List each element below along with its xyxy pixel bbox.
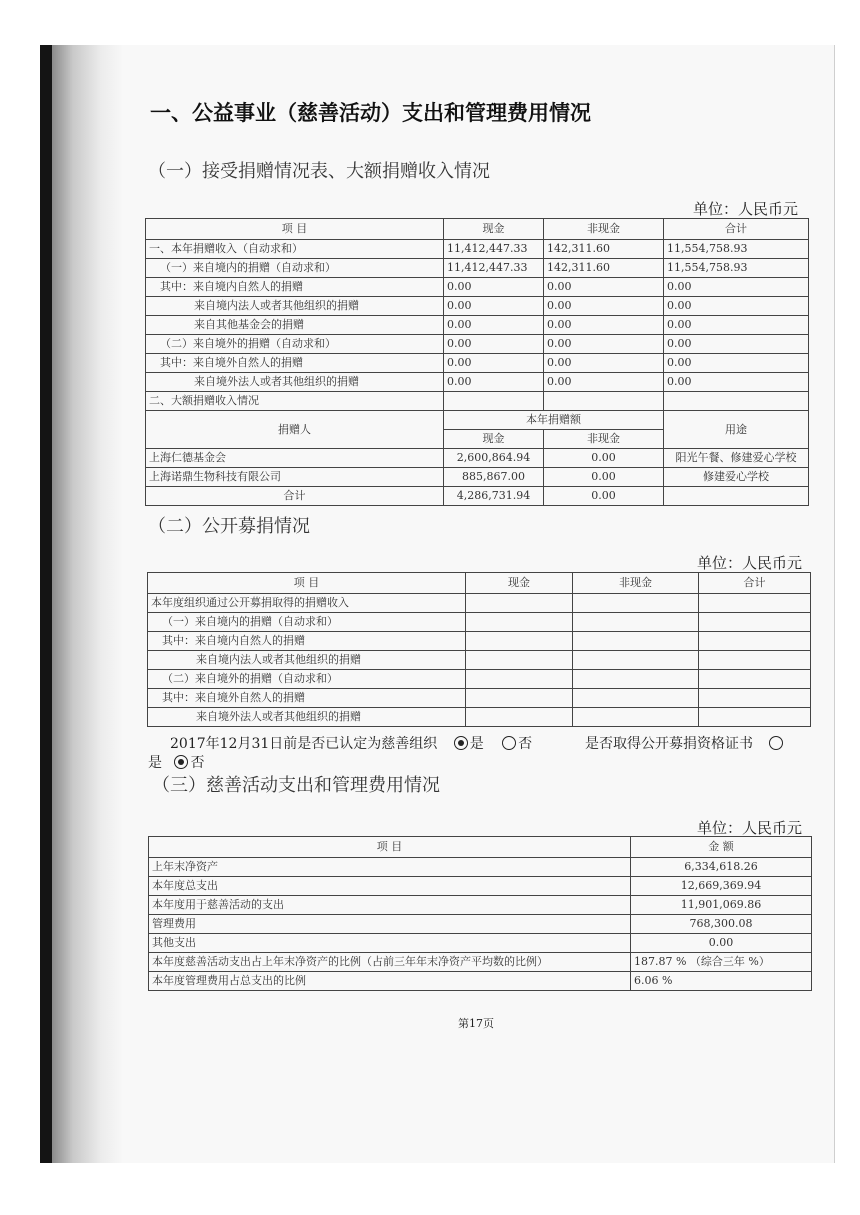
public-fundraising-table — [147, 572, 811, 727]
header-cash: 现金 — [444, 219, 544, 240]
table-row: 合计 4,286,731.94 0.00 — [146, 487, 809, 506]
charity-yes-label: 是 — [469, 736, 484, 752]
table-row: 二、大额捐赠收入情况 — [146, 392, 809, 411]
table-row: （二）来自境外的捐赠（自动求和） — [148, 670, 811, 689]
purpose-header: 用途 — [664, 411, 809, 449]
table-row: 管理费用 768,300.08 — [149, 915, 812, 934]
table-row: （一）来自境内的捐赠（自动求和） — [148, 613, 811, 632]
table-row: 上年末净资产 6,334,618.26 — [149, 858, 812, 877]
table-row: 来自其他基金会的捐赠 0.00 0.00 0.00 — [146, 316, 809, 335]
header-total: 合计 — [664, 219, 809, 240]
section1-title: （一）接受捐赠情况表、大额捐赠收入情况 — [148, 161, 490, 182]
charity-no-label: 否 — [518, 736, 533, 752]
table-row: 一、本年捐赠收入（自动求和） 11,412,447.33 142,311.60 11,554,758.93 — [146, 240, 809, 259]
book-binding-edge — [40, 45, 52, 1163]
header-total: 合计 — [699, 573, 811, 594]
certificate-yes-label: 是 — [148, 755, 162, 771]
table-row: 其中：来自境外自然人的捐赠 — [148, 689, 811, 708]
table-row: （二）来自境外的捐赠（自动求和） 0.00 0.00 0.00 — [146, 335, 809, 354]
certificate-label: 是否取得公开募捐资格证书 — [585, 736, 753, 752]
table-row: 本年度总支出 12,669,369.94 — [149, 877, 812, 896]
cash-subheader: 现金 — [444, 430, 544, 449]
binding-shadow — [52, 45, 122, 1163]
section3-unit: 单位：人民币元 — [697, 819, 803, 837]
section1-unit: 单位：人民币元 — [693, 200, 799, 218]
fundraising-certificate-question — [585, 733, 785, 753]
table-row: 其他支出 0.00 — [149, 934, 812, 953]
header-noncash: 非现金 — [573, 573, 699, 594]
table-row: 其中：来自境外自然人的捐赠 0.00 0.00 0.00 — [146, 354, 809, 373]
header-item: 项 目 — [148, 573, 466, 594]
charity-expense-table — [148, 836, 812, 991]
table-row: 本年度慈善活动支出占上年末净资产的比例（占前三年年末净资产平均数的比例） 187.87 % （综合三年 %） — [149, 953, 812, 972]
noncash-subheader: 非现金 — [544, 430, 664, 449]
charity-recognition-label: 2017年12月31日前是否已认定为慈善组织 — [170, 736, 438, 752]
header-cash: 现金 — [466, 573, 573, 594]
header-amount: 金 额 — [631, 837, 812, 858]
header-item: 项 目 — [146, 219, 444, 240]
certificate-no-label: 否 — [190, 755, 205, 771]
table-row: 本年度用于慈善活动的支出 11,901,069.86 — [149, 896, 812, 915]
section2-title: （二）公开募捐情况 — [148, 516, 310, 537]
table-row: 来自境外法人或者其他组织的捐赠 0.00 0.00 0.00 — [146, 373, 809, 392]
table-row: 来自境内法人或者其他组织的捐赠 0.00 0.00 0.00 — [146, 297, 809, 316]
header-noncash: 非现金 — [544, 219, 664, 240]
radio-no-icon[interactable] — [502, 736, 516, 750]
donor-header: 捐赠人 — [146, 411, 444, 449]
table-row: 上海诺鼎生物科技有限公司 885,867.00 0.00 修建爱心学校 — [146, 468, 809, 487]
table-row: 其中：来自境内自然人的捐赠 0.00 0.00 0.00 — [146, 278, 809, 297]
certificate-answer — [148, 752, 204, 772]
table-row: 来自境外法人或者其他组织的捐赠 — [148, 708, 811, 727]
table-row: （一）来自境内的捐赠（自动求和） 11,412,447.33 142,311.60 11,554,758.93 — [146, 259, 809, 278]
table-row: 本年度管理费用占总支出的比例 6.06 % — [149, 972, 812, 991]
radio-yes-selected-icon[interactable] — [454, 736, 468, 750]
charity-recognition-question — [170, 733, 532, 753]
header-item: 项 目 — [149, 837, 631, 858]
table-row: 其中：来自境内自然人的捐赠 — [148, 632, 811, 651]
radio-yes-icon[interactable] — [769, 736, 783, 750]
section2-unit: 单位：人民币元 — [697, 554, 803, 572]
table-row: 来自境内法人或者其他组织的捐赠 — [148, 651, 811, 670]
page-title: 一、公益事业（慈善活动）支出和管理费用情况 — [150, 101, 591, 125]
table-row — [146, 411, 809, 430]
year-amount-header: 本年捐赠额 — [444, 411, 664, 430]
donation-table — [145, 218, 809, 506]
table-row: 本年度组织通过公开募捐取得的捐赠收入 — [148, 594, 811, 613]
page-number: 第17页 — [458, 1017, 494, 1030]
table-row: 上海仁德基金会 2,600,864.94 0.00 阳光午餐、修建爱心学校 — [146, 449, 809, 468]
section3-title: （三）慈善活动支出和管理费用情况 — [152, 775, 440, 796]
radio-no-selected-icon[interactable] — [174, 755, 188, 769]
